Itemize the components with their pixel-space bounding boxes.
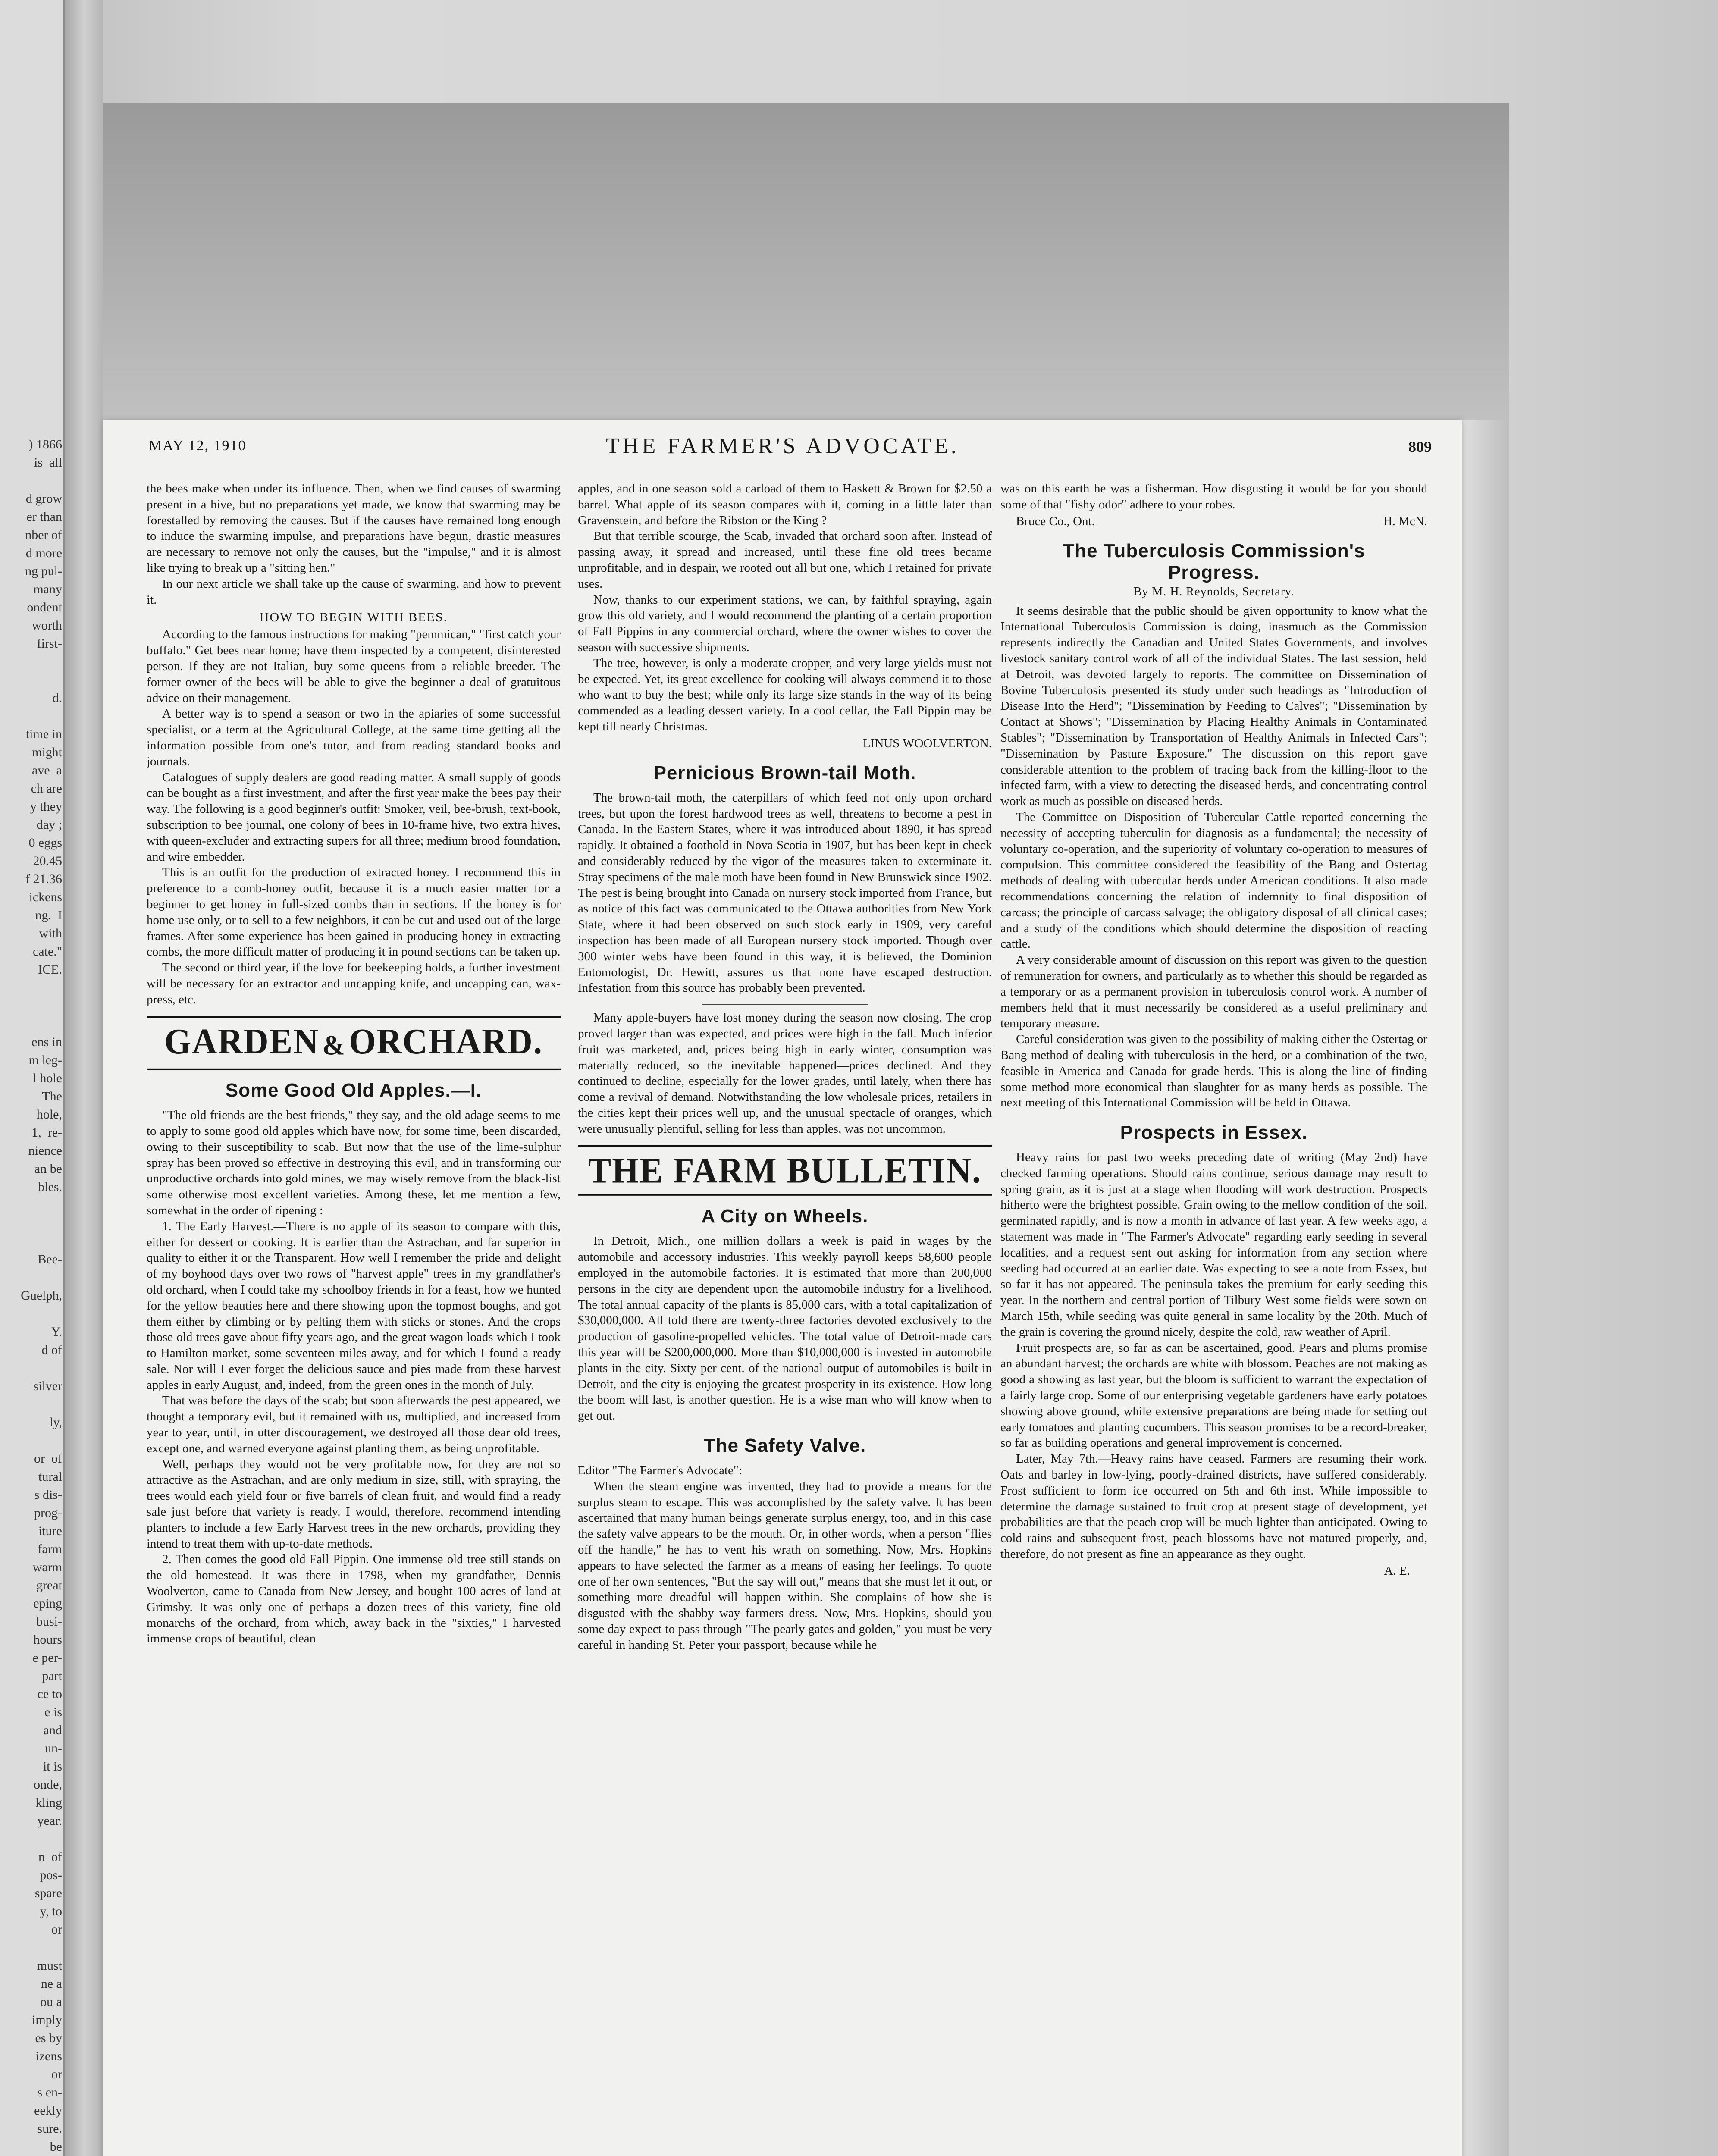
adjacent-page-line: n of <box>38 1850 62 1864</box>
adjacent-page-line: eping <box>33 1596 62 1611</box>
paragraph: A very considerable amount of discussion on this report was given to the question of remuneration for owners, and particularly as to whether this should be regarded as a temporary or as a permanent provision in tuberculosis control work. A number of members held that it must necessarily be considered as a useful preliminary and temporary measure. <box>1000 953 1427 1031</box>
paragraph: Later, May 7th.—Heavy rains have ceased. Farmers are resuming their work. Oats and barley in low-lying, poorly-drained districts, have suffered considerably. Frost sufficient to form ice occurred on 5th and 6th inst. While impossible to determine the damage sustained to fruit crop at present stage of development, yet probabilities are that the peach crop will be much lighter than anticipated. Owing to cold rains and subsequent frost, peach blossoms have not matured properly, and, therefore, do not present as fine an appearance as they ought. <box>1000 1452 1427 1561</box>
scanner-shadow-top <box>103 103 1509 431</box>
paragraph: In Detroit, Mich., one million dollars a week is paid in wages by the automobile and accessory industries. This weekly payroll keeps 58,600 people employed in the automobile factories. It is estimated that more than 200,000 persons in the city are dependent upon the automobile industry for a livelihood. The total annual capacity of the plants is 85,000 cars, with a total capitalization of $30,000,000. All told there are twenty-three factories devoted exclusively to the production of gasoline-propelled vehicles. The total value of Detroit-made cars this year will be $200,000,000. More than $10,000,000 is invested in automobile plants in the city. Sixty per cent. of the national output of automobiles is built in Detroit, and the city is enjoying the greatest prosperity in its existence. How long the boom will last, is another question. He is a wise man who will know when to get out. <box>578 1234 992 1423</box>
adjacent-page-line: might <box>31 745 62 759</box>
adjacent-page-line: nience <box>28 1144 62 1158</box>
adjacent-page-line: ickens <box>29 890 62 904</box>
adjacent-page-line: pos- <box>40 1868 62 1882</box>
adjacent-page-line: or of <box>34 1451 62 1466</box>
adjacent-page-line: d of <box>41 1343 62 1357</box>
article-byline: By M. H. Reynolds, Secretary. <box>1133 585 1295 599</box>
adjacent-page-line: it is <box>43 1759 62 1774</box>
adjacent-page-line: eekly <box>34 2103 62 2118</box>
ampersand-ornament-icon: & <box>322 1029 346 1061</box>
article-heading-old-apples: Some Good Old Apples.—I. <box>225 1080 482 1101</box>
article-heading-safety-valve: The Safety Valve. <box>703 1435 866 1457</box>
adjacent-page-line: must <box>37 1959 62 1973</box>
paragraph: The tree, however, is only a moderate cropper, and very large yields must not be expected. Yet, its great excellence for cooking will always commend it to those who want to buy the best; while only its large size stands in the way of its being commended as a leading dessert variety. In a cool cellar, the Fall Pippin may be kept till nearly Christmas. <box>578 656 992 733</box>
adjacent-page-edge <box>0 0 65 2156</box>
page-edge-shadow <box>1462 420 1509 2156</box>
adjacent-page-line: first- <box>37 636 62 651</box>
adjacent-page-line: nber of <box>25 528 62 542</box>
adjacent-page-line: cate." <box>32 944 62 959</box>
adjacent-page-line: prog- <box>34 1506 62 1520</box>
paragraph: According to the famous instructions for making "pemmican," "first catch your buffalo." Get bees near home; have them inspected by a competent, disinterested person. If they are not Italian, buy some queens from a reliable breeder. The former owner of the bees will be able to give the beginner a deal of gratuitous advice on their management. <box>147 627 561 705</box>
article-heading-tuberculosis-commission <box>1000 540 1427 583</box>
adjacent-page-line: worth <box>32 618 62 633</box>
paragraph: This is an outfit for the production of extracted honey. I recommend this in preference to a comb-honey outfit, because it is a much easier matter for a beginner to get honey in full-sized combs than in sections. If the honey is for home use only, or to sell to a few neighbors, it can be cut and used out of the large frames. After some experience has been gained in producing honey in extracting combs, the more difficult matter of producing it in pound sections can be taken up. <box>147 865 561 959</box>
adjacent-page-line: silver <box>33 1379 62 1393</box>
adjacent-page-line: iture <box>38 1524 62 1538</box>
adjacent-page-line: onde, <box>34 1777 62 1792</box>
adjacent-page-line: or <box>51 2067 62 2081</box>
paragraph: In our next article we shall take up the cause of swarming, and how to prevent it. <box>147 577 561 607</box>
column-3 <box>1000 481 1427 2156</box>
paragraph: That was before the days of the scab; but soon afterwards the pest appeared, we thought a temporary evil, but it remained with us, multiplied, and increased from year to year, until, in utter discouragement, we destroyed all those dear old trees, except one, and warned everyone against planting them, as being unprofitable. <box>147 1394 561 1455</box>
adjacent-page-line: day ; <box>36 818 62 832</box>
adjacent-page-line: ce to <box>37 1687 62 1701</box>
heading-line: The Tuberculosis Commission's <box>1063 540 1365 561</box>
author-signature <box>578 736 992 751</box>
publication-title: THE FARMER'S ADVOCATE. <box>606 434 959 458</box>
paragraph: Careful consideration was given to the possibility of making either the Ostertag or Bang method of dealing with tuberculosis in the herd, or a combination of the two, feasible in America and Canada for grade herds. This is along the line of finding some method more economical than slaughter for as many herds as possible. The next meeting of this International Commission will be held in Ottawa. <box>1000 1032 1427 1110</box>
section-banner-farm-bulletin: THE FARM BULLETIN. <box>578 1145 992 1196</box>
adjacent-page-line: ondent <box>27 600 62 614</box>
adjacent-page-line: hole, <box>36 1107 62 1122</box>
letter-salutation: Editor "The Farmer's Advocate": <box>578 1463 742 1478</box>
adjacent-page-line: es by <box>35 2031 62 2045</box>
adjacent-page-line: e is <box>44 1705 62 1719</box>
paragraph: The second or third year, if the love for beekeeping holds, a further investment will be necessary for an extractor and uncapping knife, and uncapping can, wax-press, etc. <box>147 961 561 1006</box>
adjacent-page-line: The <box>42 1089 62 1103</box>
adjacent-page-line: Y. <box>51 1325 62 1339</box>
adjacent-page-line: m leg- <box>28 1053 62 1067</box>
adjacent-page-line: s dis- <box>34 1488 62 1502</box>
adjacent-page-line: warm <box>32 1560 62 1574</box>
adjacent-page-line: l hole <box>33 1071 62 1085</box>
paragraph: "The old friends are the best friends," they say, and the old adage seems to me to apply to some good old apples which have now, for some time, been discarded, owing to their susceptibility to scab. But now that the use of the lime-sulphur spray has been proved so effective in destroying this evil, and in transforming our unproductive orchards into gold mines, we may wisely remove from the black-list some otherwise most excellent varieties. Among these, let me mention a few, somewhat in the order of ripening : <box>147 1108 561 1217</box>
adjacent-page-line: be <box>50 2140 62 2154</box>
paragraph: Catalogues of supply dealers are good reading matter. A small supply of goods can be bought as a first investment, and after the first year make the bees pay their way. The following is a good beginner's outfit: Smoker, veil, bee-brush, text-book, subscription to bee journal, one colony of bees in 10-frame hive, two extra hives, with queen-excluder and extracting supers for all three; medium brood foundation, and wire embedder. <box>147 770 561 864</box>
adjacent-page-line: ICE. <box>38 962 62 977</box>
adjacent-page-line: great <box>36 1578 62 1592</box>
banner-word: ORCHARD. <box>349 1022 543 1062</box>
adjacent-page-line: spare <box>34 1886 62 1900</box>
adjacent-page-line: ) 1866 <box>28 437 62 451</box>
adjacent-page-line: izens <box>35 2049 62 2063</box>
adjacent-page-line: many <box>33 582 62 596</box>
newspaper-page <box>103 420 1462 2156</box>
adjacent-page-line: an be <box>34 1162 62 1176</box>
adjacent-page-line: and <box>43 1723 62 1737</box>
paragraph: apples, and in one season sold a carload of them to Haskett & Brown for $2.50 a barrel. What apple of its season compares with it, coming in a little later than Gravenstein, and before the Ribston or the King ? <box>578 482 992 527</box>
adjacent-page-line: ave a <box>32 763 62 777</box>
adjacent-page-line: 0 eggs <box>28 836 62 850</box>
adjacent-page-line: d. <box>52 691 62 705</box>
adjacent-page-line: ou a <box>40 1995 62 2009</box>
paragraph: Heavy rains for past two weeks preceding date of writing (May 2nd) have checked farming operations. Should rains continue, serious damage may result to spring grain, as it is just at a stage when flooding will work destruction. Prospects hitherto were the brightest possible. Grain owing to the mellow condition of the soil, germinated rapidly, and is now a month in advance of last year. A few weeks ago, a statement was made in "The Farmer's Advocate" regarding early seeding in several localities, and a request sent out asking for information from any section where seeding had occurred at an earlier date. Was expecting to see a note from Essex, but so far it has not appeared. The peninsula takes the premium for early seeding this year. In the northern and central portion of Tilbury West some fields were sown on March 15th, while seeding was quite general in same locality by the 20th. Much of the grain is covering the ground nicely, despite the cold, raw weather of April. <box>1000 1150 1427 1339</box>
divider <box>702 1004 868 1005</box>
adjacent-page-line: ne a <box>41 1977 62 1991</box>
adjacent-page-line: er than <box>26 510 62 524</box>
article-heading-brown-tail-moth: Pernicious Brown-tail Moth. <box>653 762 916 783</box>
adjacent-page-line: ng pul- <box>25 564 62 578</box>
adjacent-page-line: d grow <box>25 492 62 506</box>
issue-date: MAY 12, 1910 <box>149 438 247 454</box>
page-number: 809 <box>1408 438 1432 455</box>
adjacent-page-line: or <box>51 1922 62 1937</box>
paragraph: Fruit prospects are, so far as can be ascertained, good. Pears and plums promise an abundant harvest; the orchards are white with blossom. Peaches are not making as good a showing as last year, but the bloom is sufficient to warrant the expectation of a fairly large crop. Some of our enterprising vegetable gardeners have early potatoes showing above ground, while extensive preparations are being made for setting out early tomatoes and planting cucumbers. This season promises to be a record-breaker, so far as building operations and general improvement is concerned. <box>1000 1341 1427 1450</box>
adjacent-page-line: bles. <box>38 1180 62 1194</box>
column-1 <box>147 481 561 2156</box>
paragraph: It seems desirable that the public should be given opportunity to know what the International Tuberculosis Commission is doing, inasmuch as the Commission represents indirectly the Canadian and United States Governments, and involves livestock sanitary control work of all of the individual States. The last session, held at Detroit, was devoted largely to reports. The committee on Dissemination of Bovine Tuberculosis presented its study under such headings as "Introduction of Disease Into the Herd"; "Dissemination by Feeding to Calves"; "Dissemination by Contact at Shows"; "Dissemination by Placing Healthy Animals in Contaminated Stables"; "Dissemination by Transportation of Healthy Animals in Infected Cars"; "Dissemination by Pasture Exposure." The discussion on this report gave considerable attention to the problem of tracing back from the killing-floor to the infected farm, with a view to detecting the diseased herds, and concentrating control work as much as possible on diseased herds. <box>1000 604 1427 808</box>
signature-name: A. E. <box>1384 1564 1410 1578</box>
signature-name: H. McN. <box>1383 514 1427 528</box>
article-heading-prospects-essex: Prospects in Essex. <box>1120 1122 1308 1144</box>
paragraph: A better way is to spend a season or two in the apiaries of some successful specialist, or a term at the Agricultural College, at the same time getting all the information possible from one's tutor, and from reading standard books and journals. <box>147 707 561 768</box>
banner-word: GARDEN <box>164 1022 319 1062</box>
article-heading-city-on-wheels: A City on Wheels. <box>701 1206 868 1227</box>
author-signature <box>1000 1563 1427 1579</box>
adjacent-page-line: farm <box>38 1542 62 1556</box>
paragraph: But that terrible scourge, the Scab, invaded that orchard soon after. Instead of passing away, it spread and increased, until these fine old trees became unprofitable, and in despair, we rooted out all but one, which I retained for private uses. <box>578 529 992 591</box>
paragraph: 1. The Early Harvest.—There is no apple of its season to compare with this, either for dessert or cooking. It is earlier than the Astrachan, and far superior in quality to either it or the Transparent. How well I remember the pride and delight of my boyhood days over two rows of "harvest apple" trees in my grandfather's old orchard, when I could take my schoolboy friends in for a feast, how we hunted for the yellow beauties here and there showing upon the topmost boughs, and got them either by climbing or by pelting them with sticks or stones. And the crops those old trees gave about fifty years ago, and the great wagon loads which I took to Hamilton market, some seventeen miles away, and for which I found a ready sale. Nor will I ever forget the delicious sauce and pies made from these harvest apples in early August, and, indeed, from the green ones in the month of July. <box>147 1219 561 1392</box>
adjacent-page-line: sure. <box>37 2122 62 2136</box>
paragraph: The brown-tail moth, the caterpillars of which feed not only upon orchard trees, but upon the forest hardwood trees as well, threatens to become a pest in Canada. In the Eastern States, where it was introduced about 1890, it has spread rapidly. It obtained a foothold in Nova Scotia in 1907, but has been kept in check and considerably reduced by the vigor of the measures taken to exterminate it. Stray specimens of the male moth have been found in New Brunswick since 1902. The pest is being brought into Canada on nursery stock imported from France, but as notice of this fact was communicated to the Ottawa authorities from New York State, where it had been observed on such stock early in 1909, very careful inspection has been made of all European nursery stock imported. Though over 300 winter webs have been found in this way, it is believed, the Dominion Entomologist, Dr. Hewitt, assures us that none have escaped destruction. Infestation from this source has probably been prevented. <box>578 790 992 995</box>
paragraph: 2. Then comes the good old Fall Pippin. One immense old tree still stands on the old homestead. It was there in 1798, when my grandfather, Dennis Woolverton, came to Canada from New Jersey, and bought 100 acres of land at Grimsby. It was only one of perhaps a dozen trees of this variety, fine old monarchs of the orchard, from which, away back in the "sixties," I harvested immense crops of beautiful, clean <box>147 1552 561 1646</box>
subheading-begin-with-bees: HOW TO BEGIN WITH BEES. <box>259 610 448 625</box>
paragraph: Now, thanks to our experiment stations, we can, by faithful spraying, again grow this old variety, and I would recommend the planting of a certain proportion of Fall Pippins in any commercial orchard, where the owner wishes to cover the season with successive shipments. <box>578 592 992 654</box>
paragraph: When the steam engine was invented, they had to provide a means for the surplus steam to escape. This was accomplished by the safety valve. It has been ascertained that many human beings generate surplus energy, too, and in this case the safety valve appears to be the mouth. Or, in other words, when a person "flies off the handle," he has to vent his wrath on something. Now, Mrs. Hopkins appears to have selected the farmer as a means of easing her feelings. To quote one of her own sentences, "But the say will out," means that she must let it out, or something more dreadful will happen within. She complains of how she is disgusted with the shabby way farmers dress. Now, Mrs. Hopkins, should you some day expect to pass through "The pearly gates and golden," you must be very careful in handing St. Peter your passport, because while he <box>578 1479 992 1652</box>
adjacent-page-line: f 21.36 <box>25 872 62 886</box>
paragraph: The Committee on Disposition of Tubercular Cattle reported concerning the necessity of accepting tuberculin for diagnosis as a fundamental; the necessity of voluntary co-operation, and the superiority of voluntary co-operation to measures of compulsion. This committee considered the feasibility of the Bang and Ostertag methods of dealing with tubercular herds under American conditions. It also made recommendations concerning the relation of indemnity to final disposition of carcass; the principle of carcass salvage; the obligatory disposal of all clinical cases; and a study of the conditions which should determine the disposition of reacting cattle. <box>1000 810 1427 951</box>
adjacent-page-line: ens in <box>31 1035 62 1049</box>
signature-name: LINUS WOOLVERTON. <box>862 736 992 750</box>
adjacent-page-line: part <box>42 1669 62 1683</box>
book-spine-shadow <box>65 0 103 2156</box>
adjacent-page-line: y they <box>30 799 62 814</box>
adjacent-page-line: d more <box>25 546 62 560</box>
adjacent-page-line: ch are <box>31 781 62 796</box>
paragraph: Well, perhaps they would not be very profitable now, for they are not so attractive as the Astrachan, and are only medium in size, still, with spraying, the trees would each yield four or five barrels of clean fruit, and would find a ready sale just before that variety is ready. I would, therefore, recommend intending planters to include a few Early Harvest trees in the new orchards, providing they intend to treat them with up-to-date methods. <box>147 1457 561 1551</box>
adjacent-page-line: ly, <box>50 1415 62 1429</box>
adjacent-page-line: s en- <box>37 2085 62 2100</box>
adjacent-page-line: time in <box>25 727 62 741</box>
column-2 <box>578 481 992 2156</box>
signature-place: Bruce Co., Ont. <box>1016 514 1095 528</box>
paragraph: Many apple-buyers have lost money during the season now closing. The crop proved larger than was expected, and prices were high in the fall. Much inferior fruit was marketed, and, prices being high in early winter, consumption was materially reduced, so the inevitable happened—prices declined. And they continued to decline, especially for the lower grades, until lately, when there has come a revival of demand. Notwithstanding the low wholesale prices, retailers in the cities kept their prices well up, and the unusual spectacle of oranges, which were unusually plentiful, selling for less than apples, was not uncommon. <box>578 1011 992 1136</box>
adjacent-page-line: 1, re- <box>31 1125 62 1140</box>
author-signature <box>1000 514 1427 529</box>
paragraph: was on this earth he was a fisherman. How disgusting it would be for you should some of that "fishy odor" adhere to your robes. <box>1000 482 1427 511</box>
adjacent-page-line: 20.45 <box>33 854 62 868</box>
section-banner-garden-orchard <box>147 1016 561 1070</box>
adjacent-page-line: hours <box>33 1633 62 1647</box>
adjacent-page-line: y, to <box>40 1904 62 1918</box>
adjacent-page-line: Guelph, <box>21 1288 62 1303</box>
adjacent-page-line: tural <box>38 1470 62 1484</box>
adjacent-page-line: busi- <box>36 1614 62 1629</box>
adjacent-page-line: is all <box>34 455 62 470</box>
adjacent-page-line: ng. I <box>35 908 62 922</box>
adjacent-page-line: e per- <box>32 1651 62 1665</box>
adjacent-page-line: Bee- <box>38 1252 62 1266</box>
adjacent-page-line: kling <box>35 1796 62 1810</box>
heading-line: Progress. <box>1168 561 1260 583</box>
masthead <box>103 420 1462 476</box>
adjacent-page-line: with <box>39 926 62 940</box>
paragraph: the bees make when under its influence. Then, when we find causes of swarming present in a hive, but no preparations yet made, we know that swarming may be forestalled by removing the causes. But if the causes have remained long enough to induce the swarming impulse, and preparations have begun, drastic measures are necessary to remove not only the causes, but the "impulse," and it is almost like trying to break up a "sitting hen." <box>147 482 561 575</box>
adjacent-page-line: year. <box>37 1814 62 1828</box>
adjacent-page-line: imply <box>31 2013 62 2027</box>
adjacent-page-line: un- <box>45 1741 62 1755</box>
